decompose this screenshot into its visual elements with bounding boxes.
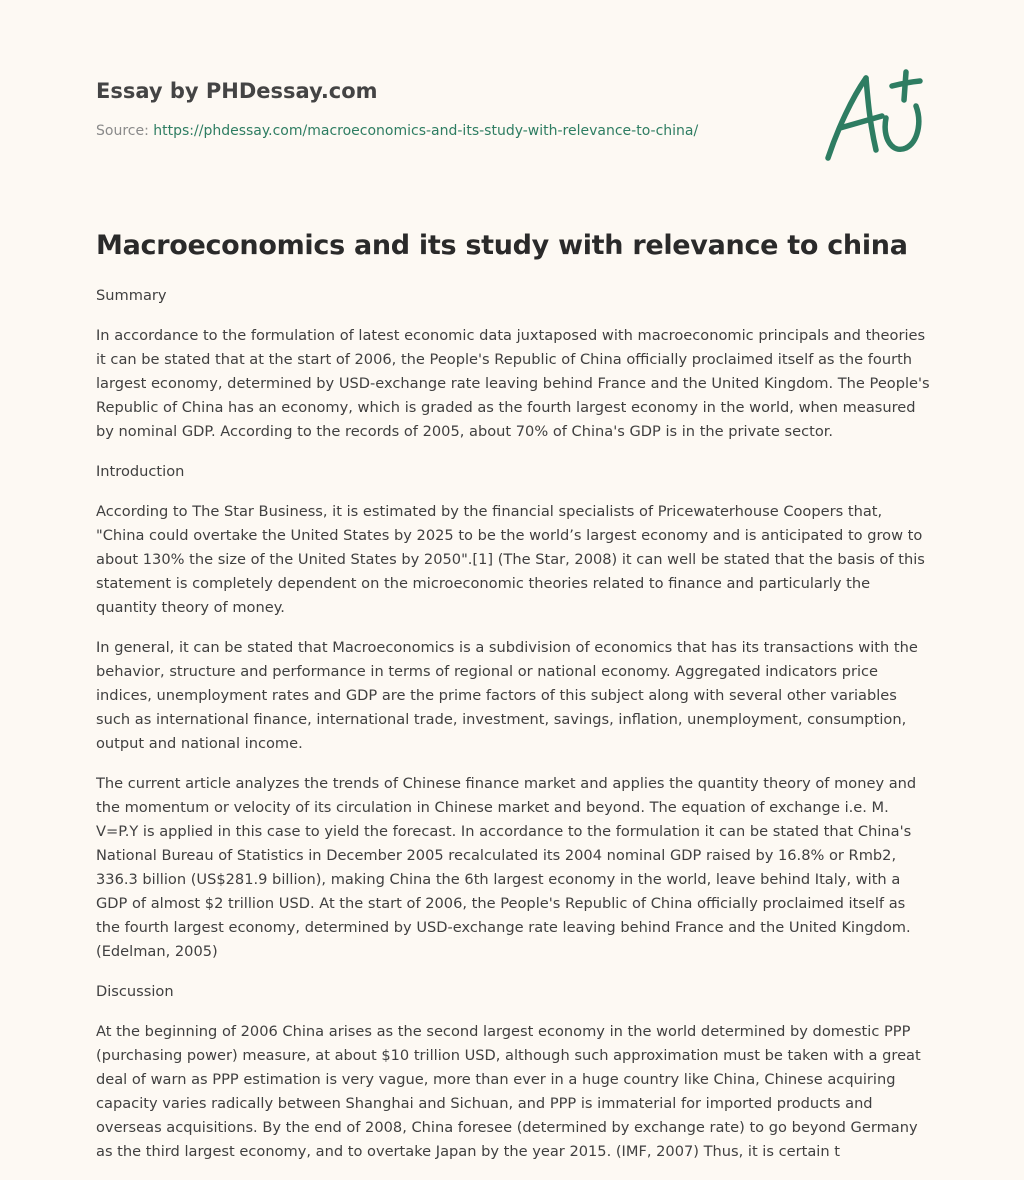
source-line bbox=[96, 121, 796, 141]
a-plus-grade-icon bbox=[820, 66, 930, 166]
source-link[interactable]: https://phdessay.com/macroeconomics-and-its-study-with-relevance-to-china/ bbox=[153, 123, 699, 139]
section-heading-summary: Summary bbox=[96, 287, 167, 304]
paragraph: In general, it can be stated that Macroeconomics is a subdivision of economics that has its transactions with the behavior, structure and performance in terms of regional or national economy. Aggregated indicators price indices, unemployment rates and GDP are the prime factors of this subject along with several other variables such as international finance, international trade, investment, savings, inflation, unemployment, consumption, output and national income. bbox=[96, 639, 918, 752]
essay-body bbox=[96, 284, 930, 1180]
paragraph: At the beginning of 2006 China arises as the second largest economy in the world determined by domestic PPP (purchasing power) measure, at about $10 trillion USD, although such approximation must be taken with a great deal of warn as PPP estimation is very vague, more than ever in a huge country like China, Chinese acquiring capacity varies radically between Shanghai and Sichuan, and PPP is immaterial for imported products and overseas acquisitions. By the end of 2008, China foresee (determined by exchange rate) to go beyond Germany as the third largest economy, and to overtake Japan by the year 2015. (IMF, 2007) Thus, it is certain t bbox=[96, 1023, 921, 1160]
essay-title: Macroeconomics and its study with relevance to china bbox=[96, 230, 908, 261]
paragraph: In accordance to the formulation of latest economic data juxtaposed with macroeconomic principals and theories it can be stated that at the start of 2006, the People's Republic of China officially proclaimed itself as the fourth largest economy, determined by USD-exchange rate leaving behind France and the United Kingdom. The People's Republic of China has an economy, which is graded as the fourth largest economy in the world, when measured by nominal GDP. According to the records of 2005, about 70% of China's GDP is in the private sector. bbox=[96, 327, 930, 440]
paragraph: According to The Star Business, it is estimated by the financial specialists of Pricewaterhouse Coopers that, "China could overtake the United States by 2025 to be the world’s largest economy and is anticipated to grow to about 130% the size of the United States by 2050".[1] (The Star, 2008) it can well be stated that the basis of this statement is completely dependent on the microeconomic theories related to finance and particularly the quantity theory of money. bbox=[96, 503, 925, 616]
site-brand: Essay by PHDessay.com bbox=[96, 79, 378, 103]
essay-header bbox=[96, 78, 796, 141]
section-heading-introduction: Introduction bbox=[96, 463, 185, 480]
section-heading-discussion: Discussion bbox=[96, 983, 174, 1000]
source-label: Source: bbox=[96, 123, 154, 139]
paragraph: The current article analyzes the trends of Chinese finance market and applies the quantity theory of money and the momentum or velocity of its circulation in Chinese market and beyond. The equation of exchange i.e. M. V=P.Y is applied in this case to yield the forecast. In accordance to the formulation it can be stated that China's National Bureau of Statistics in December 2005 recalculated its 2004 nominal GDP raised by 16.8% or Rmb2, 336.3 billion (US$281.9 billion), making China the 6th largest economy in the world, leave behind Italy, with a GDP of almost $2 trillion USD. At the start of 2006, the People's Republic of China officially proclaimed itself as the fourth largest economy, determined by USD-exchange rate leaving behind France and the United Kingdom. (Edelman, 2005) bbox=[96, 775, 917, 960]
